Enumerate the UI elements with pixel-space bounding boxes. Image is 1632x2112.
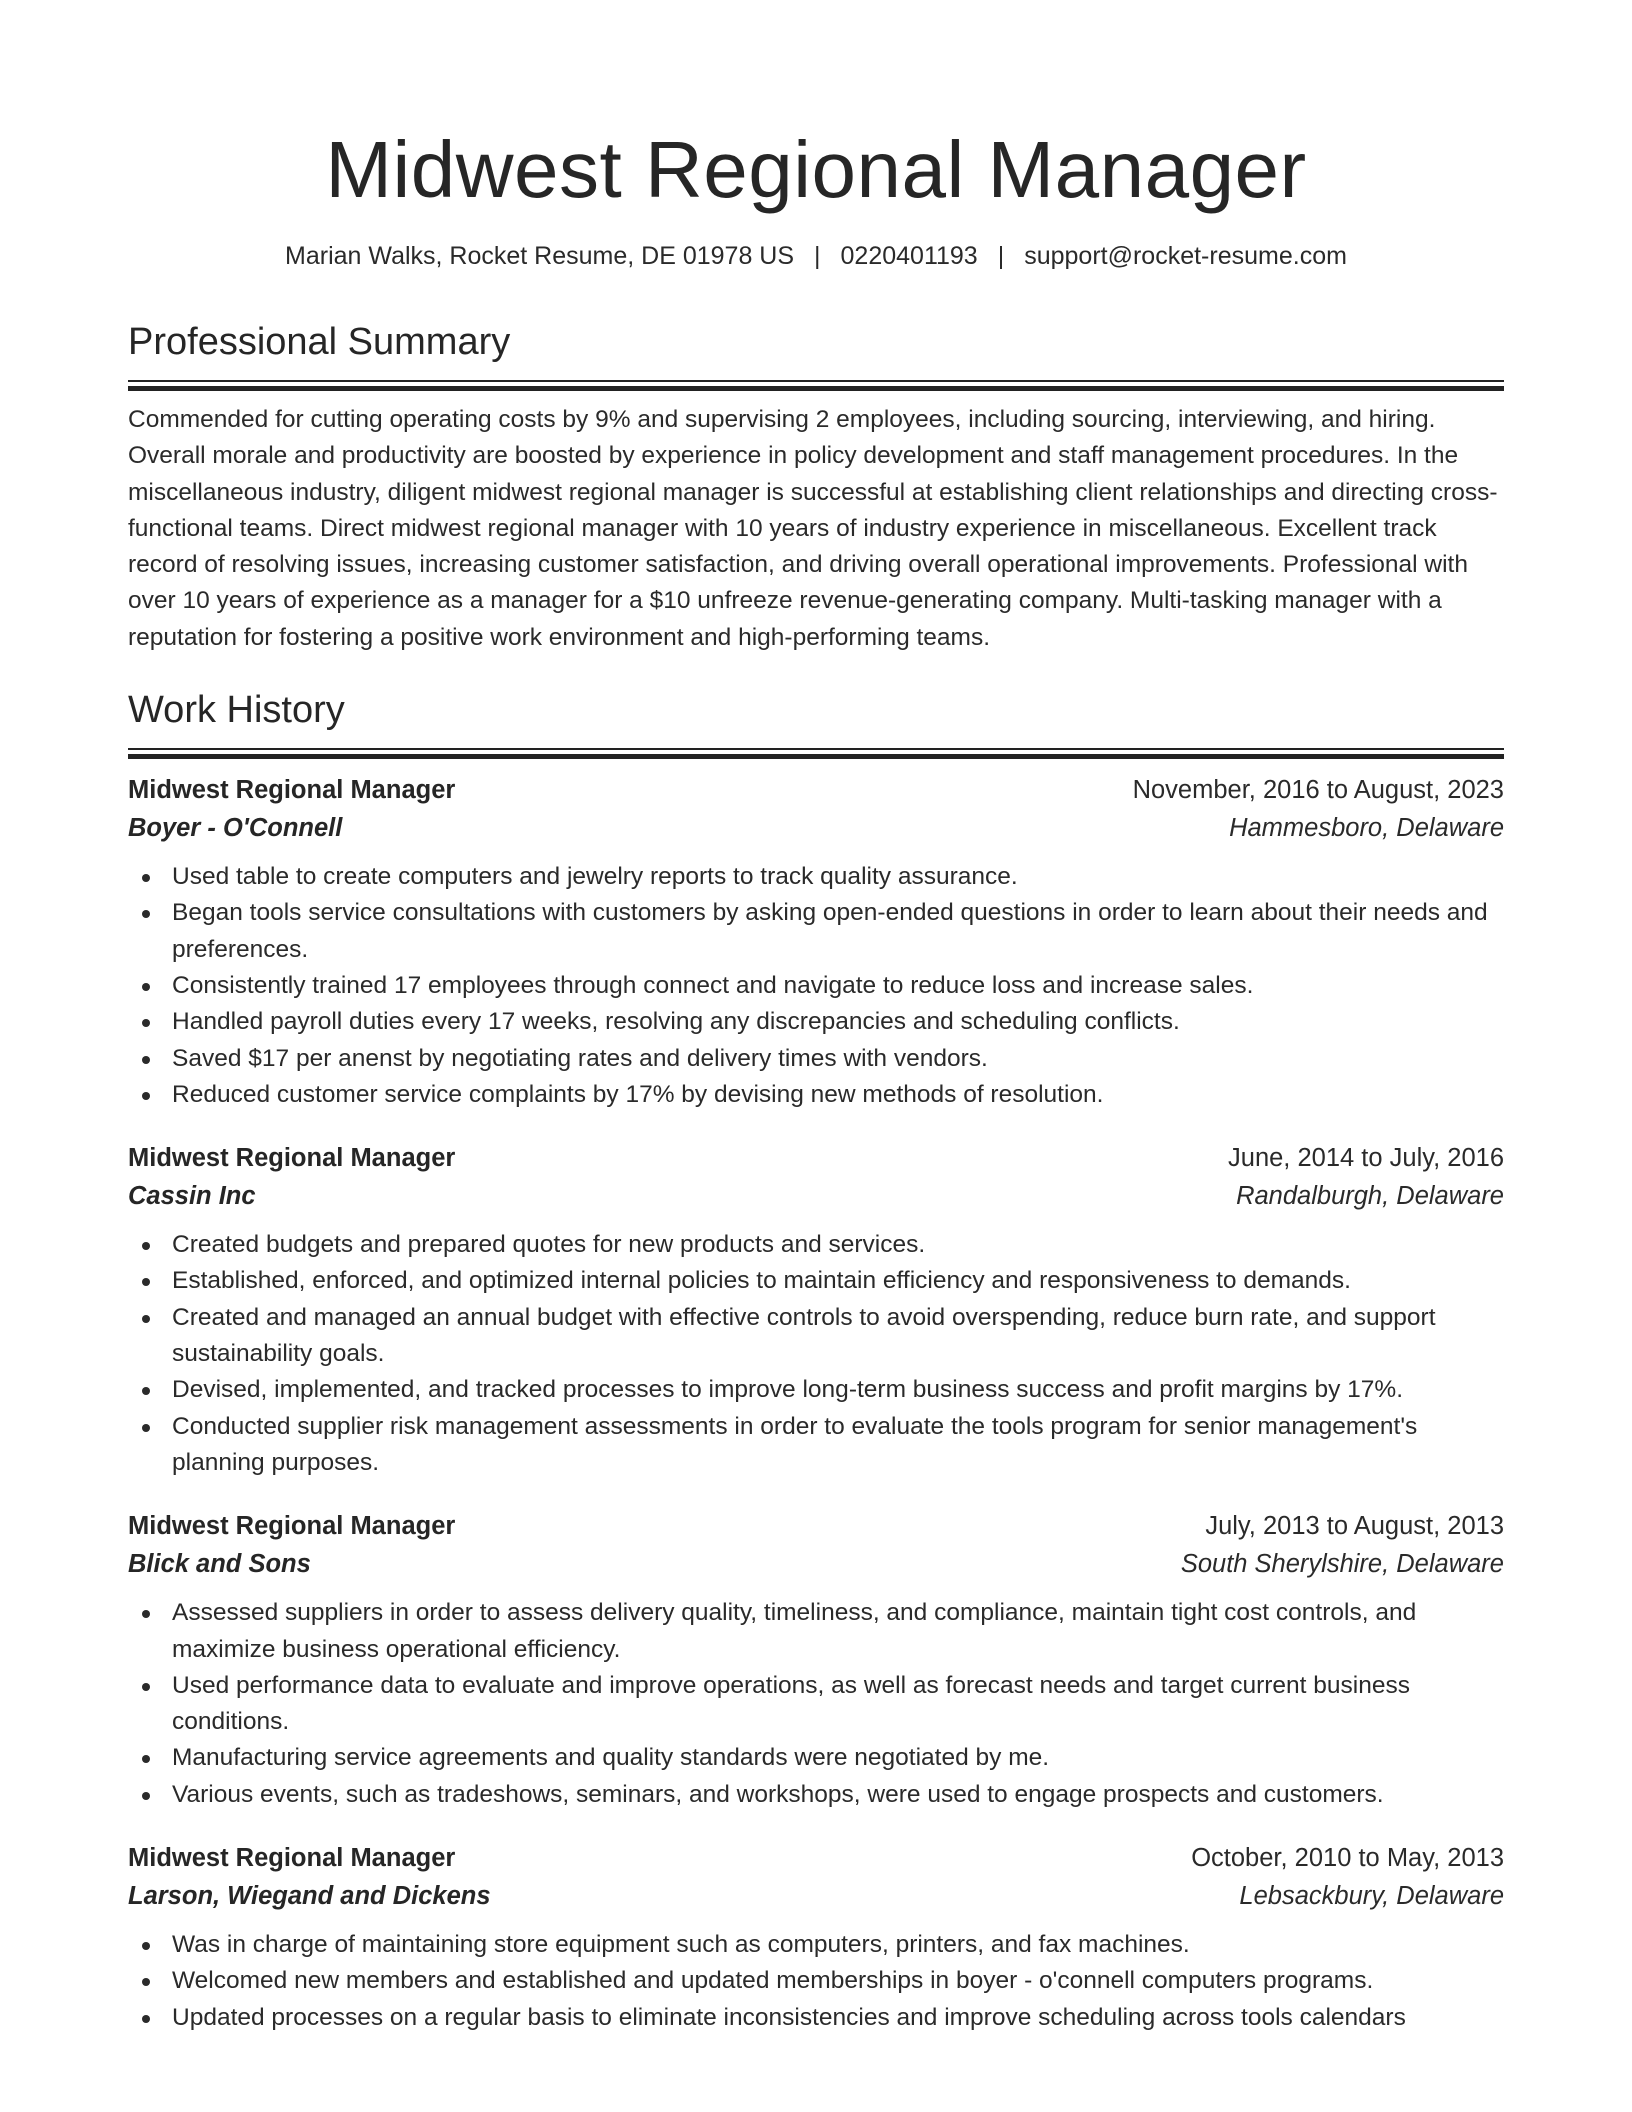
contact-address: Marian Walks, Rocket Resume, DE 01978 US — [285, 242, 795, 270]
job-company: Blick and Sons — [128, 1550, 311, 1579]
contact-email: support@rocket-resume.com — [1024, 242, 1347, 270]
job-title: Midwest Regional Manager — [128, 1512, 456, 1541]
job-dates: November, 2016 to August, 2023 — [1132, 776, 1504, 805]
job-bullet: Created budgets and prepared quotes for new products and services. — [128, 1227, 1504, 1263]
job-bullet: Updated processes on a regular basis to eliminate inconsistencies and improve scheduling across tools calendars — [128, 2000, 1504, 2036]
section-title-work-history: Work History — [128, 689, 345, 732]
job-dates: June, 2014 to July, 2016 — [1228, 1144, 1504, 1173]
job-subheader-row — [128, 1877, 1504, 1915]
job-bullet: Used table to create computers and jewelry reports to track quality assurance. — [128, 859, 1504, 895]
section-divider — [128, 748, 1504, 759]
section-title-summary: Professional Summary — [128, 321, 511, 363]
job-bullet-list — [128, 1927, 1504, 2036]
job-header-row — [128, 771, 1504, 809]
job-title: Midwest Regional Manager — [128, 1844, 456, 1873]
job-title: Midwest Regional Manager — [128, 1144, 456, 1173]
job-bullet: Welcomed new members and established and updated memberships in boyer - o'connell computers programs. — [128, 1963, 1504, 1999]
contact-separator: | — [814, 242, 821, 270]
job-entry — [128, 1839, 1504, 2036]
job-bullet: Established, enforced, and optimized internal policies to maintain efficiency and responsiveness to demands. — [128, 1263, 1504, 1299]
job-bullet: Conducted supplier risk management assessments in order to evaluate the tools program for senior management's planning purposes. — [128, 1409, 1504, 1482]
job-bullet: Saved $17 per anenst by negotiating rates and delivery times with vendors. — [128, 1041, 1504, 1077]
job-bullet-list — [128, 1227, 1504, 1481]
job-company: Larson, Wiegand and Dickens — [128, 1882, 491, 1911]
professional-summary-section — [128, 318, 1504, 656]
job-company: Cassin Inc — [128, 1182, 256, 1211]
job-bullet-list — [128, 1595, 1504, 1813]
section-divider — [128, 380, 1504, 391]
job-header-row — [128, 1507, 1504, 1545]
job-entry — [128, 771, 1504, 1113]
job-bullet: Created and managed an annual budget with effective controls to avoid overspending, reduce burn rate, and support sustainability goals. — [128, 1300, 1504, 1373]
job-bullet: Handled payroll duties every 17 weeks, resolving any discrepancies and scheduling conflicts. — [128, 1004, 1504, 1040]
job-bullet: Began tools service consultations with customers by asking open-ended questions in order to learn about their needs and preferences. — [128, 895, 1504, 968]
job-bullet: Manufacturing service agreements and quality standards were negotiated by me. — [128, 1740, 1504, 1776]
job-company: Boyer - O'Connell — [128, 814, 343, 843]
job-location: Lebsackbury, Delaware — [1239, 1882, 1504, 1911]
contact-line — [128, 238, 1504, 274]
resume-name-title: Midwest Regional Manager — [325, 125, 1307, 214]
job-location: Hammesboro, Delaware — [1229, 814, 1504, 843]
job-location: Randalburgh, Delaware — [1236, 1182, 1504, 1211]
job-bullet: Was in charge of maintaining store equipment such as computers, printers, and fax machines. — [128, 1927, 1504, 1963]
job-subheader-row — [128, 1177, 1504, 1215]
summary-text: Commended for cutting operating costs by 9% and supervising 2 employees, including sourcing, interviewing, and hiring. Overall morale and productivity are boosted by experience in policy development and staff management procedures. In the miscellaneous industry, diligent midwest regional manager is successful at establishing client relationships and directing cross-functional teams. Direct midwest regional manager with 10 years of industry experience in miscellaneous. Excellent track record of resolving issues, increasing customer satisfaction, and driving overall operational improvements. Professional with over 10 years of experience as a manager for a $10 unfreeze revenue-generating company. Multi-tasking manager with a reputation for fostering a positive work environment and high-performing teams. — [128, 406, 1498, 651]
contact-phone: 0220401193 — [840, 242, 978, 270]
job-dates: July, 2013 to August, 2013 — [1205, 1512, 1504, 1541]
job-bullet-list — [128, 859, 1504, 1113]
job-bullet: Assessed suppliers in order to assess delivery quality, timeliness, and compliance, maintain tight cost controls, and maximize business operational efficiency. — [128, 1595, 1504, 1668]
job-entry — [128, 1507, 1504, 1813]
work-history-section — [128, 686, 1504, 2036]
resume-page — [128, 118, 1504, 2036]
job-bullet: Reduced customer service complaints by 17% by devising new methods of resolution. — [128, 1077, 1504, 1113]
contact-separator: | — [997, 242, 1005, 270]
job-title: Midwest Regional Manager — [128, 776, 456, 805]
job-entry — [128, 1139, 1504, 1481]
job-bullet: Used performance data to evaluate and improve operations, as well as forecast needs and target current business conditions. — [128, 1668, 1504, 1741]
job-bullet: Consistently trained 17 employees through connect and navigate to reduce loss and increase sales. — [128, 968, 1504, 1004]
job-header-row — [128, 1839, 1504, 1877]
job-bullet: Devised, implemented, and tracked processes to improve long-term business success and profit margins by 17%. — [128, 1372, 1504, 1408]
job-header-row — [128, 1139, 1504, 1177]
job-subheader-row — [128, 809, 1504, 847]
job-location: South Sherylshire, Delaware — [1180, 1550, 1504, 1579]
job-dates: October, 2010 to May, 2013 — [1191, 1844, 1504, 1873]
job-bullet: Various events, such as tradeshows, seminars, and workshops, were used to engage prospects and customers. — [128, 1777, 1504, 1813]
job-subheader-row — [128, 1545, 1504, 1583]
